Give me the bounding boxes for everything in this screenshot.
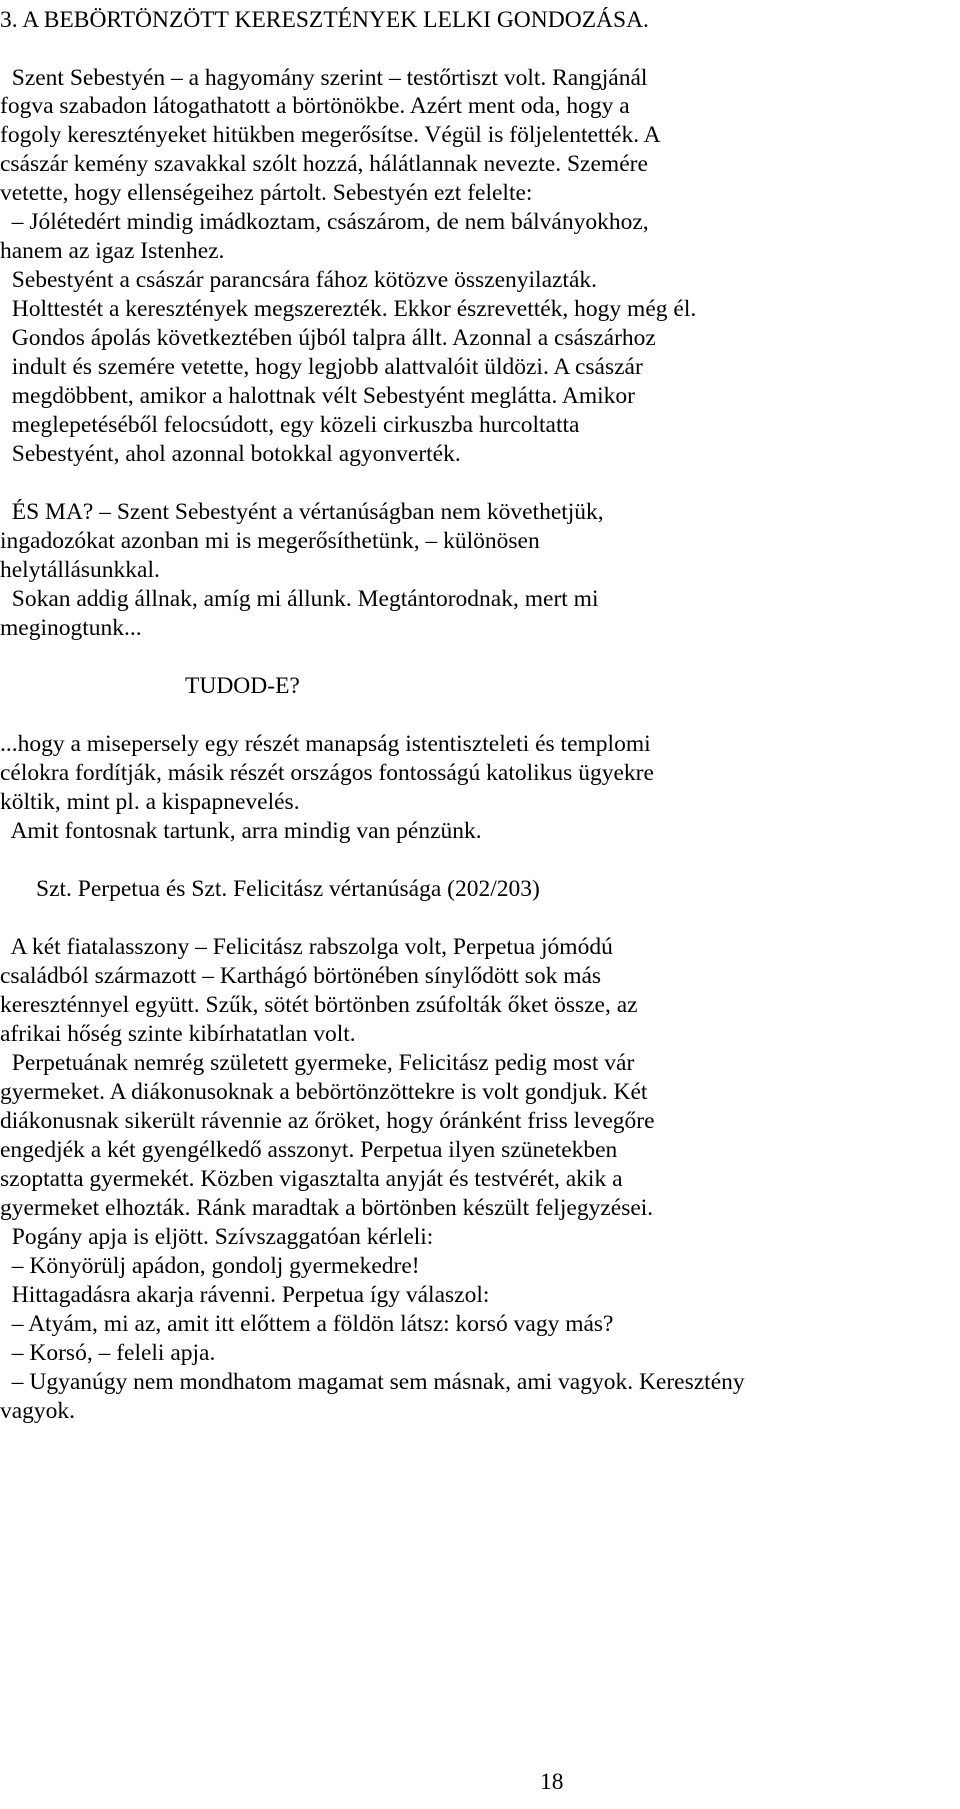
- paragraph-line: afrikai hőség szinte kibírhatatlan volt.: [0, 1021, 356, 1047]
- page-number: 18: [540, 1769, 564, 1795]
- paragraph-line: Gondos ápolás következtében újból talpra állt. Azonnal a császárhoz: [0, 325, 656, 351]
- paragraph-line: engedjék a két gyengélkedő asszonyt. Perpetua ilyen szünetekben: [0, 1137, 618, 1163]
- paragraph-line: gyermeket. A diákonusoknak a bebörtönzöttekre is volt gondjuk. Két: [0, 1079, 648, 1105]
- paragraph-line: fogoly keresztényeket hitükben megerősítse. Végül is följelentették. A: [0, 122, 661, 148]
- perpetua-heading: Szt. Perpetua és Szt. Felicitász vértanúsága (202/203): [36, 876, 540, 902]
- paragraph-line: kereszténnyel együtt. Szűk, sötét börtönben zsúfolták őket össze, az: [0, 992, 638, 1018]
- paragraph-line: költik, mint pl. a kispapnevelés.: [0, 789, 300, 815]
- paragraph-line: Sebestyént, ahol azonnal botokkal agyonverték.: [0, 441, 461, 467]
- paragraph-line: – Atyám, mi az, amit itt előttem a földön látsz: korsó vagy más?: [0, 1311, 614, 1337]
- tudod-e-heading: TUDOD-E?: [185, 673, 300, 699]
- paragraph-line: Szent Sebestyén – a hagyomány szerint – testőrtiszt volt. Rangjánál: [0, 65, 648, 91]
- paragraph-line: gyermeket elhozták. Ránk maradtak a börtönben készült feljegyzései.: [0, 1195, 654, 1221]
- paragraph-line: megdöbbent, amikor a halottnak vélt Sebestyént meglátta. Amikor: [0, 383, 636, 409]
- paragraph-line: vagyok.: [0, 1398, 76, 1424]
- paragraph-line: Holttestét a keresztények megszerezték. Ekkor észrevették, hogy még él.: [0, 296, 697, 322]
- paragraph-line: családból származott – Karthágó börtönében sínylődött sok más: [0, 963, 602, 989]
- paragraph-line: helytállásunkkal.: [0, 557, 160, 583]
- paragraph-line: – Jólétedért mindig imádkoztam, császárom, de nem bálványokhoz,: [0, 209, 649, 235]
- paragraph-line: ÉS MA? – Szent Sebestyént a vértanúságban nem követhetjük,: [0, 499, 604, 525]
- paragraph-line: – Könyörülj apádon, gondolj gyermekedre!: [0, 1253, 420, 1279]
- paragraph-line: A két fiatalasszony – Felicitász rabszolga volt, Perpetua jómódú: [0, 934, 613, 960]
- paragraph-line: diákonusnak sikerült rávennie az őröket, hogy óránként friss levegőre: [0, 1108, 655, 1134]
- paragraph-line: – Korsó, – feleli apja.: [0, 1340, 216, 1366]
- section-heading: 3. A BEBÖRTÖNZÖTT KERESZTÉNYEK LELKI GONDOZÁSA.: [0, 7, 649, 33]
- paragraph-line: ingadozókat azonban mi is megerősíthetünk, – különösen: [0, 528, 540, 554]
- paragraph-line: Sokan addig állnak, amíg mi állunk. Megtántorodnak, mert mi: [0, 586, 599, 612]
- paragraph-line: Pogány apja is eljött. Szívszaggatóan kérleli:: [0, 1224, 434, 1250]
- paragraph-line: Perpetuának nemrég született gyermeke, Felicitász pedig most vár: [0, 1050, 635, 1076]
- paragraph-line: meglepetéséből felocsúdott, egy közeli cirkuszba hurcoltatta: [0, 412, 580, 438]
- paragraph-line: – Ugyanúgy nem mondhatom magamat sem másnak, ami vagyok. Keresztény: [0, 1369, 745, 1395]
- paragraph-line: meginogtunk...: [0, 615, 142, 641]
- paragraph-line: Amit fontosnak tartunk, arra mindig van pénzünk.: [0, 818, 482, 844]
- paragraph-line: Hittagadásra akarja rávenni. Perpetua így válaszol:: [0, 1282, 490, 1308]
- paragraph-line: ...hogy a misepersely egy részét manapság istentiszteleti és templomi: [0, 731, 651, 757]
- paragraph-line: vetette, hogy ellenségeihez pártolt. Sebestyén ezt felelte:: [0, 180, 533, 206]
- paragraph-line: császár kemény szavakkal szólt hozzá, hálátlannak nevezte. Szemére: [0, 151, 648, 177]
- paragraph-line: hanem az igaz Istenhez.: [0, 238, 225, 264]
- paragraph-line: indult és szemére vetette, hogy legjobb alattvalóit üldözi. A császár: [0, 354, 643, 380]
- paragraph-line: fogva szabadon látogathatott a börtönökbe. Azért ment oda, hogy a: [0, 93, 630, 119]
- paragraph-line: szoptatta gyermekét. Közben vigasztalta anyját és testvérét, akik a: [0, 1166, 623, 1192]
- paragraph-line: Sebestyént a császár parancsára fához kötözve összenyilazták.: [0, 267, 598, 293]
- paragraph-line: célokra fordítják, másik részét országos fontosságú katolikus ügyekre: [0, 760, 654, 786]
